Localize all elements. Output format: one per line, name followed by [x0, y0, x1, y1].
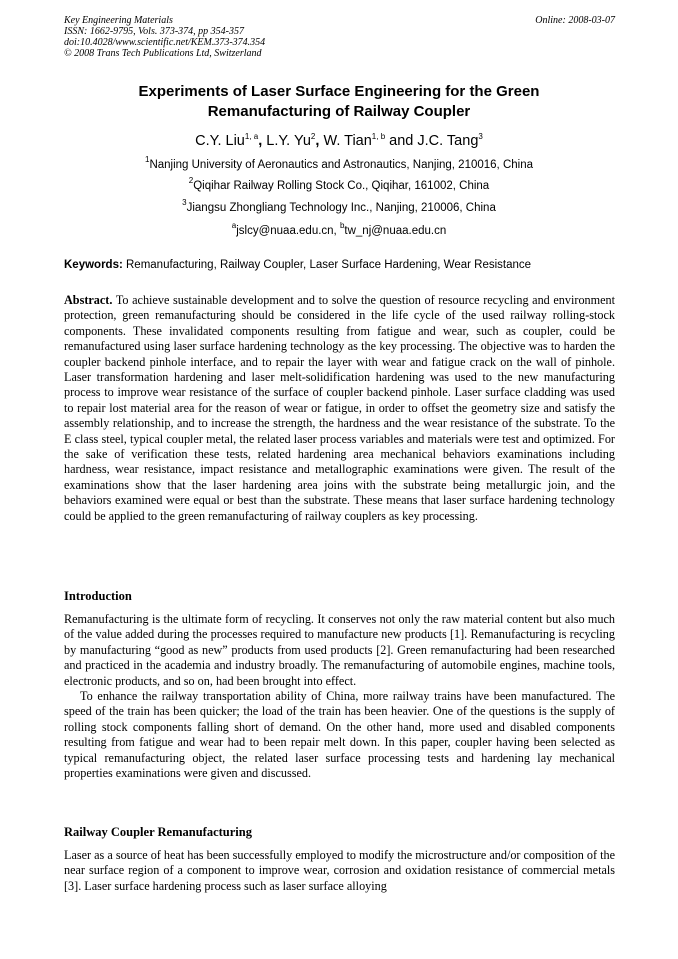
introduction-paragraph-2: To enhance the railway transportation ability of China, more railway trains have been manufactured. The speed of the train has been quicker; the load of the train has been heavier. One of the questions is the supply of rolling stock components falling short of demand. On the other hand, more used and disabled components resulting from fatigue and wear had to been repair melt down. In this paper, coupler having been selected as typical remanufacturing object, the related laser surface processing tests and hardening lay mechanical properties examinations were given and discussed. — [64, 689, 615, 781]
affiliation-1-sup: 1 — [144, 155, 150, 164]
section-paragraph-1: Laser as a source of heat has been successfully employed to modify the microstructure and/or composition of the near surface region of a component to improve wear, corrosion and oxidation resistance of commercial metals [3]. Laser surface hardening process such as laser surface alloying — [64, 848, 615, 893]
paper-title — [64, 82, 614, 122]
author-separator: , — [258, 133, 267, 149]
author-list — [64, 131, 614, 151]
introduction-paragraph-1: Remanufacturing is the ultimate form of recycling. It conserves not only the raw material content but also much of the value added during the processes required to manufacture new products [1]. Remanufacturing is recycling by manufacturing “good as new” products from used products [2]. Green remanufacturing had been researched and practiced in the academia and industry broadly. The remanufacturing of automobile engines, machine tools, electronic products, and so on, had been brought into effect. — [64, 612, 615, 688]
affiliation-2-sup: 2 — [188, 176, 194, 185]
keywords — [64, 258, 624, 272]
affiliation-1-text: Nanjing University of Aeronautics and Astronautics, Nanjing, 210016, China — [149, 159, 533, 171]
email-a[interactable]: jslcy@nuaa.edu.cn, — [236, 225, 340, 237]
author-2-sup: 2 — [310, 132, 316, 141]
author-and: and — [385, 133, 418, 149]
title-line-1: Experiments of Laser Surface Engineering for the Green — [138, 83, 540, 100]
section-body-railway-coupler — [64, 848, 615, 894]
title-line-2: Remanufacturing of Railway Coupler — [207, 103, 471, 120]
introduction-body — [64, 612, 615, 781]
keywords-text: Remanufacturing, Railway Coupler, Laser Surface Hardening, Wear Resistance — [122, 259, 532, 271]
online-date: Online: 2008-03-07 — [535, 15, 615, 26]
introduction-heading: Introduction — [64, 589, 132, 603]
affiliation-1 — [64, 155, 614, 172]
affiliation-3 — [64, 198, 614, 215]
author-4: J.C. Tang — [417, 133, 479, 149]
author-separator: , — [315, 133, 324, 149]
abstract-label: Abstract. — [64, 293, 113, 307]
email-b[interactable]: tw_nj@nuaa.edu.cn — [344, 225, 447, 237]
email-b-sup: b — [339, 221, 345, 230]
issn-line: ISSN: 1662-9795, Vols. 373-374, pp 354-357 — [64, 26, 244, 37]
email-a-sup: a — [231, 221, 237, 230]
affiliation-2 — [64, 176, 614, 193]
journal-name: Key Engineering Materials — [64, 15, 173, 26]
author-3-sup: 1, b — [371, 132, 386, 141]
abstract — [64, 293, 615, 524]
section-heading-railway-coupler: Railway Coupler Remanufacturing — [64, 825, 252, 839]
author-emails — [64, 221, 614, 238]
keywords-label: Keywords: — [64, 259, 123, 271]
author-2: L.Y. Yu — [266, 133, 311, 149]
journal-header — [64, 15, 265, 59]
affiliation-2-text: Qiqihar Railway Rolling Stock Co., Qiqihar, 161002, China — [193, 180, 490, 192]
affiliation-3-text: Jiangsu Zhongliang Technology Inc., Nanjing, 210006, China — [186, 202, 496, 214]
author-1-sup: 1, a — [244, 132, 259, 141]
author-1: C.Y. Liu — [195, 133, 245, 149]
doi-line: doi:10.4028/www.scientific.net/KEM.373-374.354 — [64, 37, 266, 48]
author-4-sup: 3 — [478, 132, 483, 141]
abstract-text: To achieve sustainable development and to solve the question of resource recycling and environment protection, green remanufacturing should be considered in the life cycle of the used railway rolling-stock components. These invalidated components resulting from fatigue and wear, such as coupler, could be remanufactured using laser surface hardening technology as the key processing. The objective was to harden the coupler backend pinhole interface, and to repair the layer with wear and fatigue crack on the wall of pinhole. Laser transformation hardening and laser melt-solidification hardening was used to the new manufacturing process to improve wear resistance of the surface of coupler backend pinhole. Laser surface cladding was used to repair lost material area for the reason of wear or fatigue, in order to offset the geometry size and satisfy the assembly relationship, and to increase the strength, the hardness and the wear resistance of the substrate. To the E class steel, typical coupler metal, the related laser process variables and materials were test and optimized. For the sake of verification these tests, related hardening area mechanical behaviors examinations including hardness, wear resistance, impact resistance and metallographic examinations were given. The result of the examinations show that the laser hardening area joins with the substrate being metallurgic join, and the behaviors examined were equal or best than the substrate. These means that laser surface hardening technology could be applied to the green remanufacturing of railway couplers as key processing. — [64, 293, 615, 523]
author-3: W. Tian — [323, 133, 372, 149]
copyright-line: © 2008 Trans Tech Publications Ltd, Switzerland — [64, 48, 262, 59]
affiliation-3-sup: 3 — [182, 198, 187, 207]
